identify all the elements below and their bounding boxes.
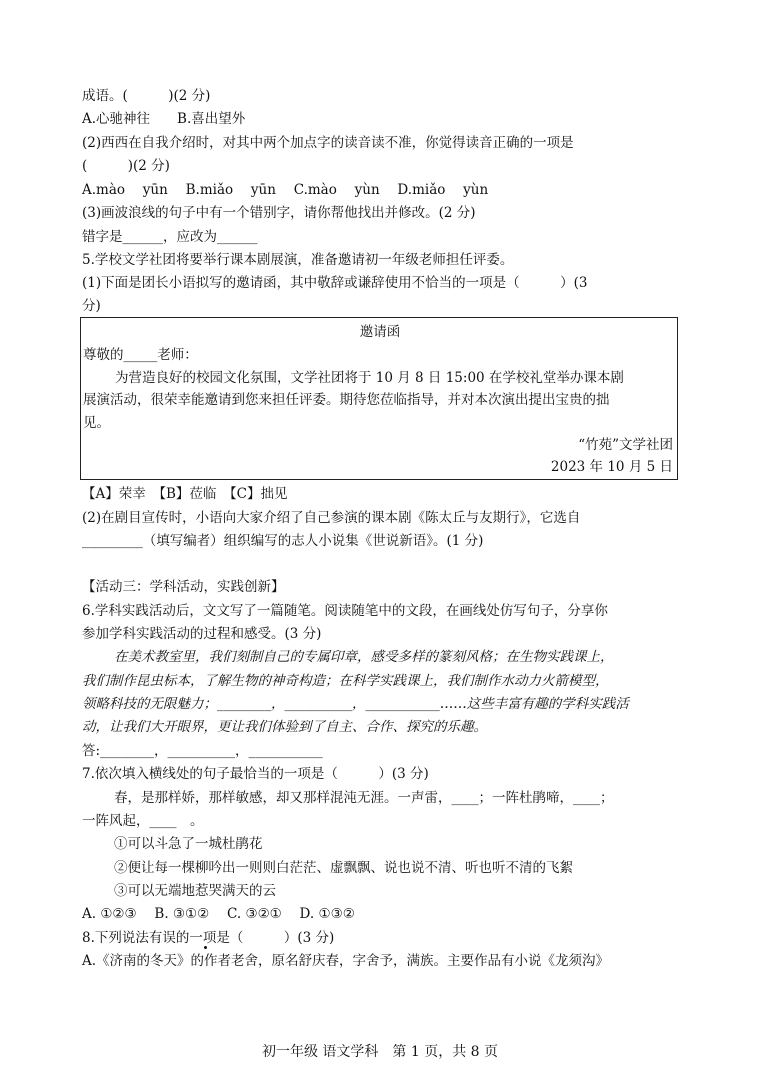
invitation-body-line2: 展演活动，很荣幸能邀请到您来担任评委。期待您莅临指导，并对本次演出提出宝贵的拙 [83, 392, 610, 408]
q6-line1: 6.学科实践活动后，文文写了一篇随笔。阅读随笔中的文段，在画线处仿写句子，分享你 [82, 603, 608, 619]
q6-passage-line2: 我们制作昆虫标本，了解生物的神奇构造；在科学实践课上，我们制作水动力火箭模型， [82, 673, 609, 689]
q5-sub2-line1: (2)在剧目宣传时，小语向大家介绍了自己参演的课本剧《陈太丘与友期行》，它选自 [82, 510, 581, 526]
invitation-date: 2023 年 10 月 5 日 [550, 459, 673, 475]
emphasis-dot [204, 946, 207, 949]
q7-text-line2: 一阵风起，____ 。 [82, 813, 204, 829]
q7-item1: ①可以斗急了一城杜鹃花 [114, 836, 263, 852]
q4-sub3-answer: 错字是______，应改为______ [82, 229, 258, 245]
invitation-title: 邀请函 [359, 324, 401, 340]
q5-sub2-line2: _________（填写编者）组织编写的志人小说集《世说新语》。(1 分) [82, 533, 484, 549]
q5-sub1-options: 【A】荣幸 【B】莅临 【C】拙见 [82, 486, 288, 502]
invitation-body-line3: 见。 [83, 415, 110, 431]
q6-passage-line4: 动，让我们大开眼界，更让我们体验到了自主、合作、探究的乐趣。 [82, 719, 487, 735]
q6-answer-line: 答:________，__________，___________ [82, 743, 323, 759]
q4-pinyin-options: A.mào yūn B.miǎo yūn C.mào yùn D.miǎo yùn [82, 182, 489, 198]
page-footer: 初一年级 语文学科 第 1 页，共 8 页 [261, 1044, 499, 1060]
q4-sub3-line: (3)画波浪线的句子中有一个错别字，请你帮他找出并修改。(2 分) [82, 205, 476, 221]
q4-options-ab: A.心驰神往 B.喜出望外 [82, 111, 246, 127]
q8-option-a: A.《济南的冬天》的作者老舍，原名舒庆春，字舍予，满族。主要作品有小说《龙须沟》 [82, 953, 610, 969]
q7-item2: ②便让每一棵柳吟出一则则白茫茫、虚飘飘、说也说不清、听也听不清的飞絮 [114, 860, 573, 876]
q7-line1: 7.依次填入横线处的句子最恰当的一项是（ ）(3 分) [82, 766, 429, 782]
activity3-heading: 【活动三：学科活动，实践创新】 [82, 579, 285, 595]
invitation-salutation: 尊敬的_____老师： [83, 347, 198, 363]
q7-item3: ③可以无端地惹哭满天的云 [114, 883, 276, 899]
q5-sub1-line2: 分) [82, 298, 101, 314]
invitation-body-line1: 为营造良好的校园文化氛围，文学社团将于 10 月 8 日 15:00 在学校礼堂举办课本剧 [115, 370, 624, 386]
q7-text-line1: 春，是那样娇，那样敏感，却又那样混沌无涯。一声雷，____；一阵杜鹃啼，____； [114, 790, 614, 806]
q5-intro: 5.学校文学社团将要举行课本剧展演，准备邀请初一年级老师担任评委。 [82, 252, 514, 268]
invitation-letter-box [80, 317, 678, 480]
q4-idiom-line: 成语。( )(2 分) [82, 88, 211, 104]
invitation-signature: “竹苑”文学社团 [578, 437, 673, 453]
q6-line2: 参加学科实践活动的过程和感受。(3 分) [82, 626, 322, 642]
q6-passage-line1: 在美术教室里，我们刻制自己的专属印章，感受多样的篆刻风格；在生物实践课上， [114, 649, 614, 665]
q4-sub2-line2: ( )(2 分) [82, 158, 170, 174]
q8-line1: 8.下列说法有误的一项是（ ）(3 分) [82, 930, 335, 946]
q7-options: A. ①②③ B. ③①② C. ③②① D. ①③② [82, 906, 355, 922]
q4-sub2-line1: (2)西西在自我介绍时，对其中两个加点字的读音读不准，你觉得读音正确的一项是 [82, 135, 574, 151]
q5-sub1-line1: (1)下面是团长小语拟写的邀请函，其中敬辞或谦辞使用不恰当的一项是（ ）(3 [82, 275, 588, 291]
q6-passage-line3: 领略科技的无限魅力；________，__________，___________……这些丰富有趣的学科实践活 [82, 696, 629, 712]
